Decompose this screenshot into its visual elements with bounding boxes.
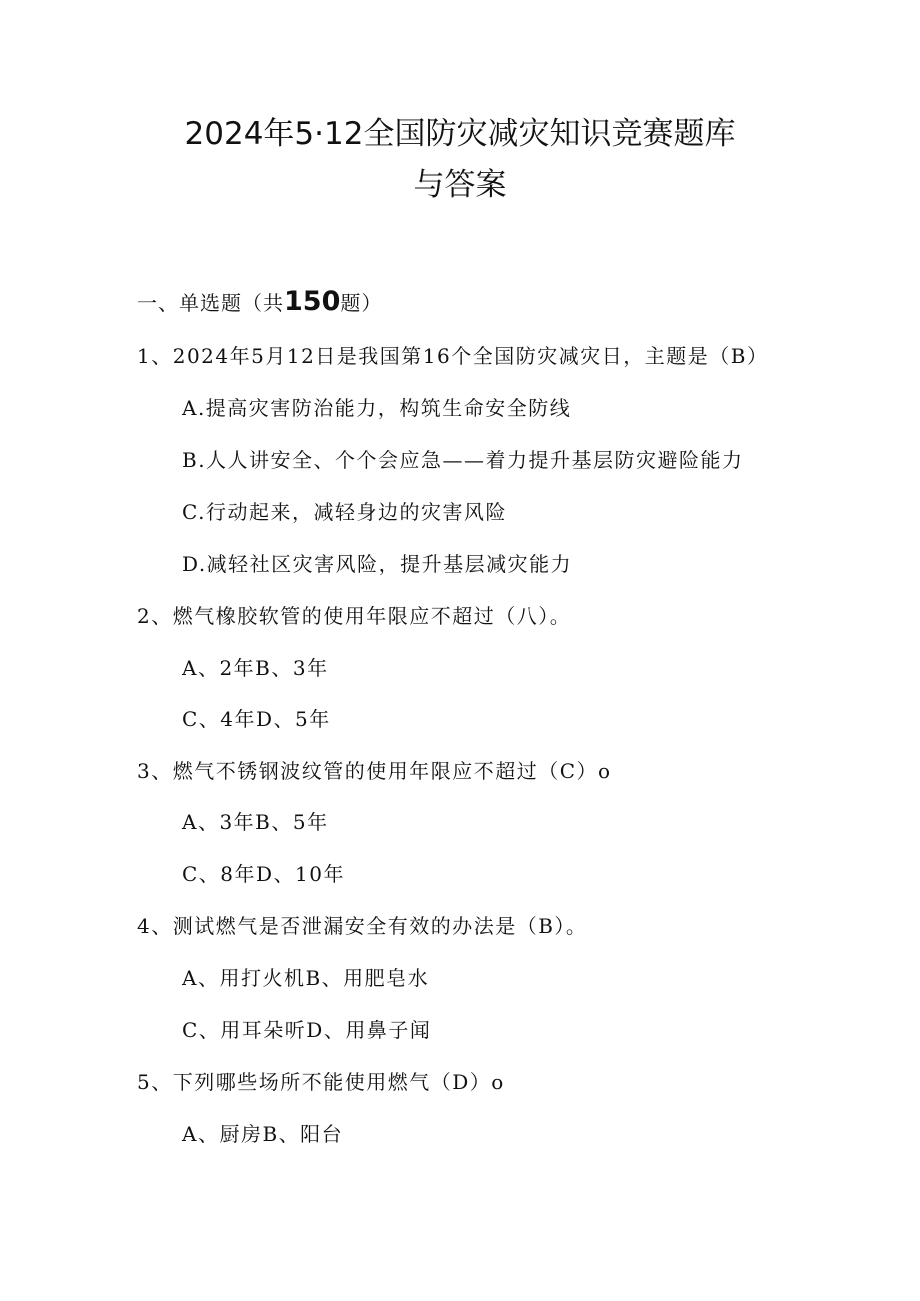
section-question-count: 150 xyxy=(284,286,341,317)
question-2-options-cd: C、4年D、5年 xyxy=(182,707,331,731)
question-4-options-ab: A、用打火机B、用肥皂水 xyxy=(182,966,430,990)
question-4: 4、测试燃气是否泄漏安全有效的办法是（B）。 xyxy=(137,914,588,938)
question-3-options-ab: A、3年B、5年 xyxy=(182,810,329,834)
question-4-options-cd: C、用耳朵听D、用鼻子闻 xyxy=(182,1018,432,1042)
question-1-option-c: C.行动起来，减轻身边的灾害风险 xyxy=(182,500,507,524)
question-1-option-b: B.人人讲安全、个个会应急——着力提升基层防灾避险能力 xyxy=(182,448,744,472)
document-title-line-2: 与答案 xyxy=(413,167,507,203)
question-1: 1、2024年5月12日是我国第16个全国防灾减灾日，主题是（B） xyxy=(137,344,769,368)
question-3-options-cd: C、8年D、10年 xyxy=(182,862,346,886)
section-heading-suffix: 题） xyxy=(340,291,383,315)
question-5-options-ab: A、厨房B、阳台 xyxy=(182,1122,344,1146)
question-2-options-ab: A、2年B、3年 xyxy=(182,656,329,680)
document-title-line-1: 2024年5·12全国防灾减灾知识竞赛题库 xyxy=(184,116,736,152)
question-5: 5、下列哪些场所不能使用燃气（D）o xyxy=(137,1070,505,1094)
question-1-option-d: D.减轻社区灾害风险，提升基层减灾能力 xyxy=(182,552,573,576)
question-3: 3、燃气不锈钢波纹管的使用年限应不超过（C）o xyxy=(137,759,612,783)
section-heading-prefix: 一、单选题（共 xyxy=(137,291,284,315)
question-2: 2、燃气橡胶软管的使用年限应不超过（八）。 xyxy=(137,604,572,628)
question-1-option-a: A.提高灾害防治能力，构筑生命安全防线 xyxy=(182,396,572,420)
section-heading xyxy=(137,288,382,317)
